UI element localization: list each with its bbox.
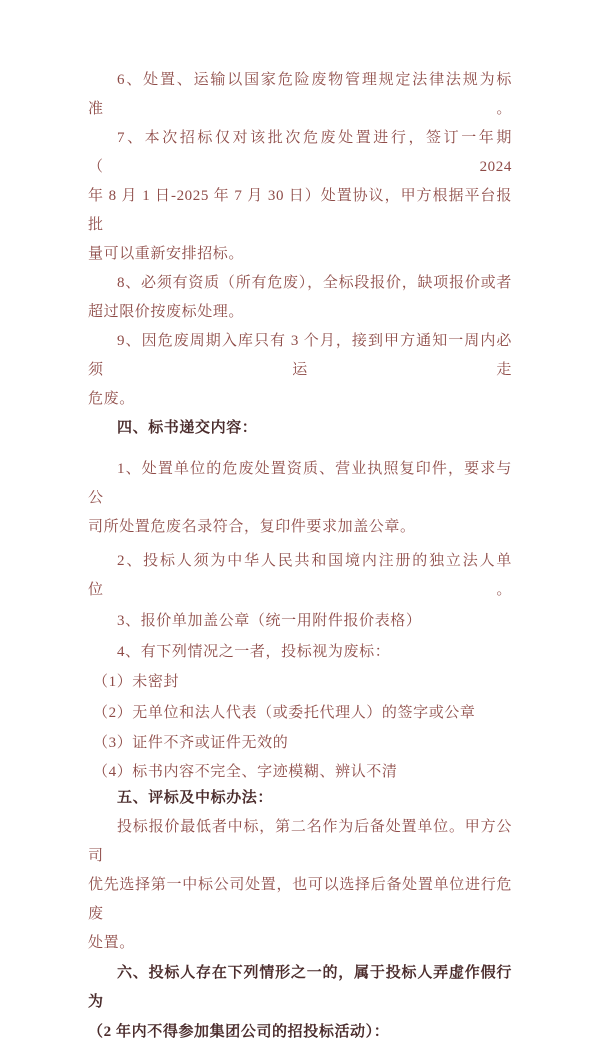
section-heading: 五、评标及中标办法： [117,790,274,806]
document-line: （1）未密封 [93,674,180,690]
document-line: 6、处置、运输以国家危险废物管理规定法律法规为标准。 [88,72,512,117]
document-line: 4、有下列情况之一者，投标视为废标： [117,644,391,660]
document-line: 量可以重新安排招标。 [88,246,245,262]
section-heading: 六、投标人存在下列情形之一的，属于投标人弄虚作假行为 [88,965,512,1010]
document-line: 8、必须有资质（所有危废），全标段报价，缺项报价或者 [117,275,512,291]
document-line: 9、因危废周期入库只有 3 个月，接到甲方通知一周内必须运走 [88,333,512,378]
section-heading: 四、标书递交内容： [117,420,258,436]
document-line: （4）标书内容不完全、字迹模糊、辨认不清 [93,764,398,780]
document-line: 司所处置危废名录符合，复印件要求加盖公章。 [88,519,416,535]
document-line: 超过限价按废标处理。 [88,304,245,320]
document-line: 7、本次招标仅对该批次危废处置进行，签订一年期（2024 [88,130,512,175]
document-line: 优先选择第一中标公司处置，也可以选择后备处置单位进行危废 [88,877,512,922]
document-line: 危废。 [88,391,135,407]
document-line: 处置。 [88,935,135,951]
document-line: 投标报价最低者中标，第二名作为后备处置单位。甲方公司 [88,819,512,864]
document-body [88,66,512,1047]
document-line: 2、投标人须为中华人民共和国境内注册的独立法人单位。 [88,553,512,598]
document-line: 年 8 月 1 日-2025 年 7 月 30 日）处置协议，甲方根据平台报批 [88,188,512,233]
section-heading: （2 年内不得参加集团公司的招投标活动）： [88,1024,390,1040]
document-line: 1、处置单位的危废处置资质、营业执照复印件，要求与公 [88,461,512,506]
document-line: 3、报价单加盖公章（统一用附件报价表格） [117,613,422,629]
document-line: （2）无单位和法人代表（或委托代理人）的签字或公章 [93,705,476,721]
document-line: （3）证件不齐或证件无效的 [93,735,289,751]
